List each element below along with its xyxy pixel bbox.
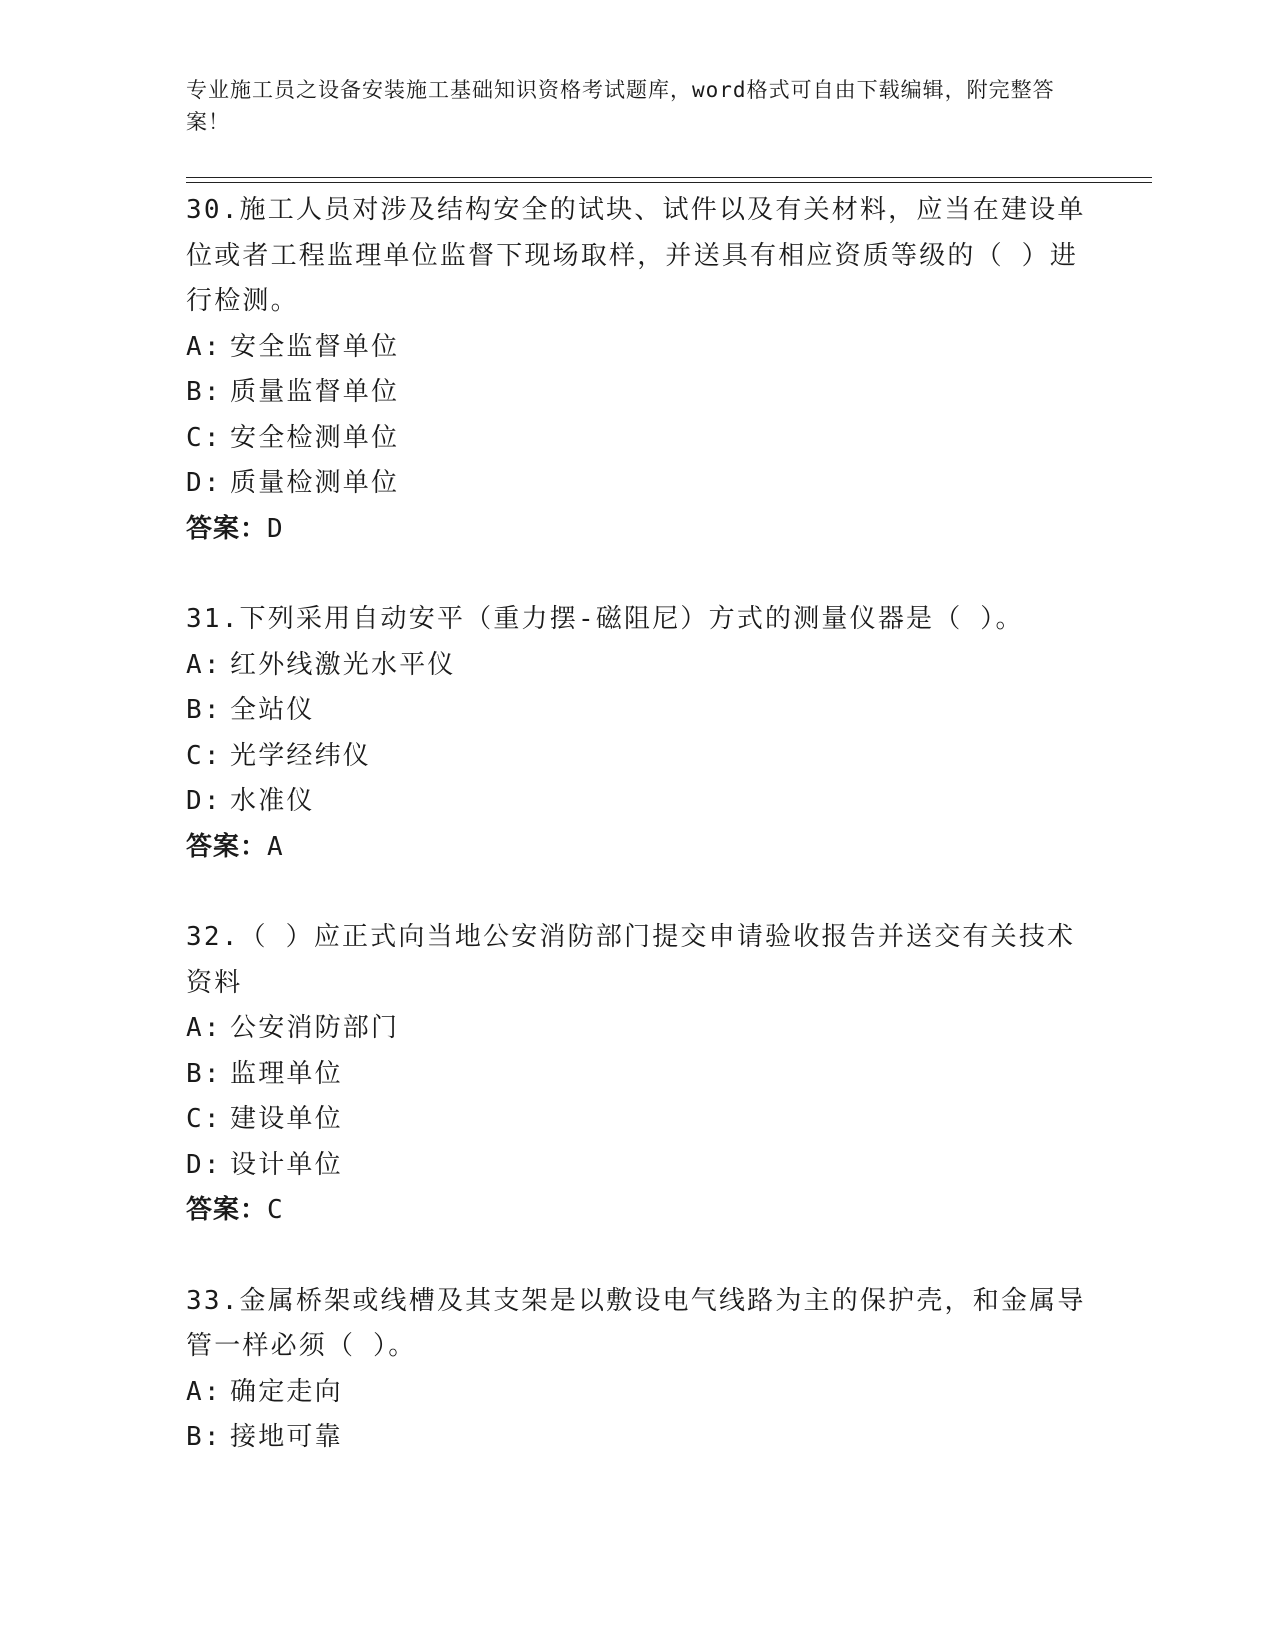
question-30 [186,188,1086,552]
option-key: C: [186,422,222,453]
option-key: A: [186,649,222,680]
option-b [186,370,1086,416]
option-c [186,1097,1086,1143]
option-key: B: [186,1422,222,1452]
option-text: 监理单位 [230,1058,343,1089]
option-c [186,734,1086,780]
question-list [186,188,1086,1506]
option-a [186,325,1086,371]
option-key: A: [186,1013,222,1043]
answer-line [186,825,1086,871]
option-d [186,779,1086,825]
question-stem: 31.下列采用自动安平（重力摆-磁阻尼）方式的测量仪器是（ ）。 [186,604,1024,634]
option-key: D: [186,1149,222,1180]
option-a [186,643,1086,689]
question-33 [186,1279,1086,1461]
header-rule-top [186,177,1152,178]
option-text: 质量监督单位 [230,377,400,407]
question-31 [186,597,1086,870]
option-d [186,1143,1086,1189]
option-a [186,1370,1086,1416]
document-header [186,74,1086,138]
option-b [186,688,1086,734]
header-text: 专业施工员之设备安装施工基础知识资格考试题库，word格式可自由下载编辑，附完整答案！ [186,78,1055,134]
option-text: 接地可靠 [230,1422,343,1452]
answer-value: C [267,1195,284,1225]
option-key: C: [186,1104,222,1134]
option-text: 水准仪 [230,786,315,816]
option-text: 全站仪 [230,695,315,725]
option-b [186,1052,1086,1098]
option-text: 红外线激光水平仪 [230,649,456,680]
question-stem: 32.（ ）应正式向当地公安消防部门提交申请验收报告并送交有关技术资料 [186,922,1076,998]
option-text: 质量检测单位 [230,468,400,498]
option-text: 公安消防部门 [230,1013,400,1043]
answer-label: 答案： [186,1195,268,1225]
question-stem: 33.金属桥架或线槽及其支架是以敷设电气线路为主的保护壳，和金属导管一样必须（ ）。 [186,1285,1086,1361]
option-a [186,1006,1086,1052]
option-key: D: [186,468,222,498]
question-32 [186,915,1086,1234]
answer-value: A [267,831,284,862]
option-b [186,1415,1086,1461]
option-text: 设计单位 [230,1149,343,1180]
option-text: 建设单位 [230,1104,343,1134]
option-text: 确定走向 [230,1376,343,1407]
answer-label: 答案： [186,513,268,544]
option-key: B: [186,1058,222,1089]
answer-line [186,507,1086,553]
option-key: D: [186,786,222,816]
option-c [186,416,1086,462]
option-key: B: [186,377,222,407]
answer-line [186,1188,1086,1234]
option-text: 光学经纬仪 [230,740,372,771]
answer-label: 答案： [186,831,268,862]
answer-value: D [267,513,284,544]
option-text: 安全检测单位 [230,422,400,453]
option-key: A: [186,1376,222,1407]
question-stem: 30.施工人员对涉及结构安全的试块、试件以及有关材料，应当在建设单位或者工程监理单位监督下现场取样，并送具有相应资质等级的（ ）进行检测。 [186,195,1086,316]
option-key: A: [186,331,222,362]
option-text: 安全监督单位 [230,331,400,362]
option-key: B: [186,695,222,725]
option-d [186,461,1086,507]
option-key: C: [186,740,222,771]
header-rule-bottom [186,182,1152,183]
